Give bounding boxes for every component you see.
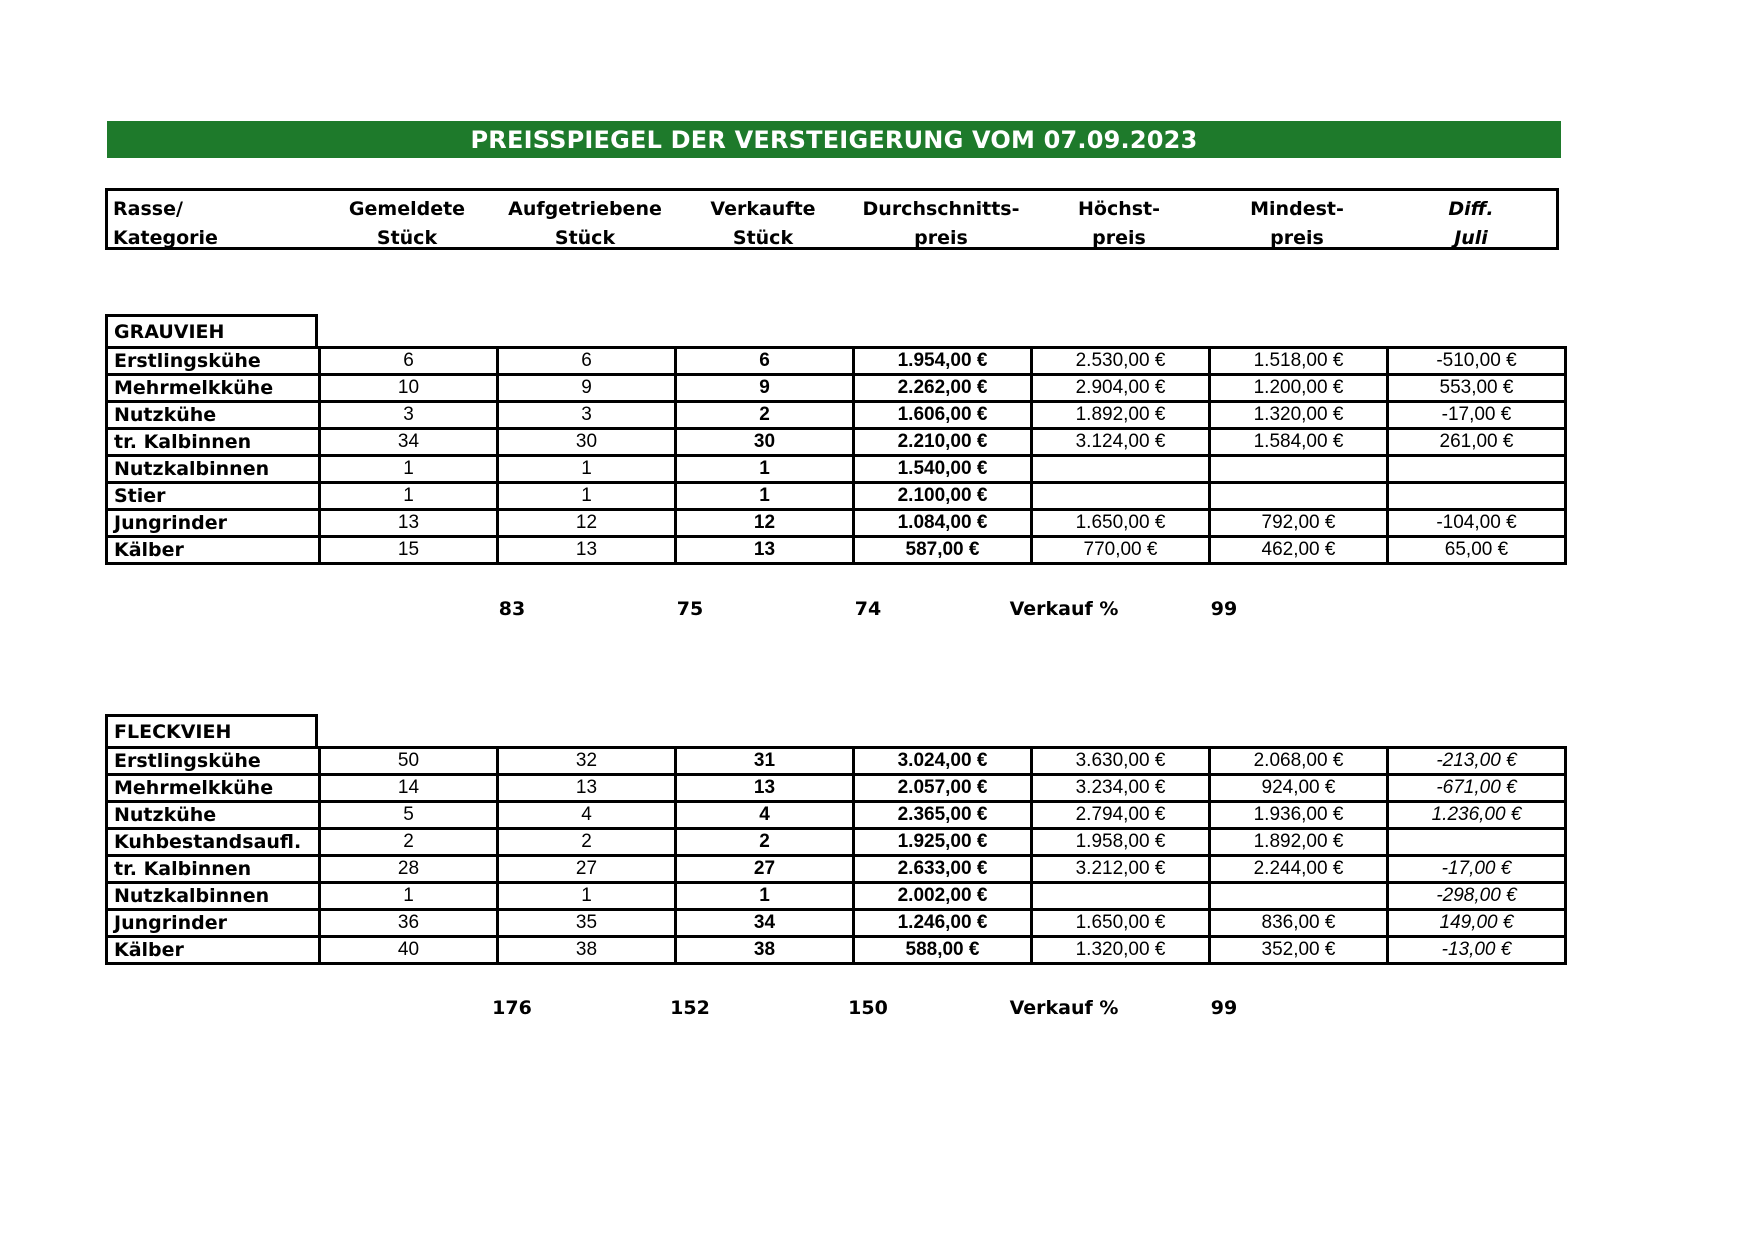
gemeldet-cell: 34 [320,429,498,456]
verkauf-percent-value: 99 [1210,598,1238,620]
aufgetrieben-cell: 13 [498,775,676,802]
diff-juli-cell [1388,456,1566,483]
hoechstpreis-cell: 1.650,00 € [1032,910,1210,937]
hoechstpreis-cell: 3.630,00 € [1032,748,1210,775]
category-cell: Jungrinder [107,910,320,937]
aufgetrieben-cell: 32 [498,748,676,775]
diff-juli-cell: 261,00 € [1388,429,1566,456]
table-row [107,510,1566,537]
aufgetrieben-cell: 2 [498,829,676,856]
header-durchschnittspreis: Durchschnitts- preis [862,198,1020,249]
category-cell: Mehrmelkkühe [107,375,320,402]
table-row [107,748,1566,775]
gemeldet-cell: 10 [320,375,498,402]
verkauft-cell: 31 [676,748,854,775]
mindestpreis-cell: 1.518,00 € [1210,348,1388,375]
hoechstpreis-cell: 1.958,00 € [1032,829,1210,856]
durchschnittspreis-cell: 1.246,00 € [854,910,1032,937]
category-cell: Stier [107,483,320,510]
header-verkaufte-stueck: Verkaufte Stück [710,198,816,249]
diff-juli-cell: -17,00 € [1388,402,1566,429]
aufgetrieben-cell: 6 [498,348,676,375]
mindestpreis-cell: 836,00 € [1210,910,1388,937]
verkauft-cell: 2 [676,829,854,856]
category-cell: Nutzkalbinnen [107,456,320,483]
category-cell: Kälber [107,537,320,564]
hoechstpreis-cell [1032,883,1210,910]
diff-juli-cell: 553,00 € [1388,375,1566,402]
verkauft-cell: 1 [676,456,854,483]
total-verkauft: 74 [854,598,882,620]
total-aufgetrieben: 75 [676,598,704,620]
mindestpreis-cell [1210,883,1388,910]
page-title: PREISSPIEGEL DER VERSTEIGERUNG VOM 07.09.2023 [107,121,1561,158]
aufgetrieben-cell: 30 [498,429,676,456]
gemeldet-cell: 14 [320,775,498,802]
table-row [107,829,1566,856]
diff-juli-cell: -17,00 € [1388,856,1566,883]
total-gemeldet: 83 [498,598,526,620]
verkauft-cell: 38 [676,937,854,964]
durchschnittspreis-cell: 2.100,00 € [854,483,1032,510]
table-row [107,883,1566,910]
diff-juli-cell: -510,00 € [1388,348,1566,375]
total-verkauft: 150 [848,997,888,1019]
gemeldet-cell: 50 [320,748,498,775]
header-rasse-kategorie: Rasse/ Kategorie [113,198,218,249]
gemeldet-cell: 1 [320,483,498,510]
table-row [107,483,1566,510]
aufgetrieben-cell: 4 [498,802,676,829]
hoechstpreis-cell: 1.650,00 € [1032,510,1210,537]
hoechstpreis-cell: 2.530,00 € [1032,348,1210,375]
header-gemeldete-stueck: Gemeldete Stück [348,198,466,249]
verkauf-percent-label: Verkauf % [1009,598,1119,620]
verkauft-cell: 1 [676,483,854,510]
verkauf-percent-value: 99 [1210,997,1238,1019]
gemeldet-cell: 2 [320,829,498,856]
gemeldet-cell: 3 [320,402,498,429]
table-row [107,375,1566,402]
durchschnittspreis-cell: 2.210,00 € [854,429,1032,456]
gemeldet-cell: 36 [320,910,498,937]
category-cell: Erstlingskühe [107,348,320,375]
diff-juli-cell [1388,829,1566,856]
verkauft-cell: 13 [676,775,854,802]
verkauft-cell: 30 [676,429,854,456]
durchschnittspreis-cell: 1.954,00 € [854,348,1032,375]
fleckvieh-table [105,746,1567,965]
table-row [107,348,1566,375]
durchschnittspreis-cell: 2.057,00 € [854,775,1032,802]
section-label-grauvieh: GRAUVIEH [105,314,318,347]
hoechstpreis-cell [1032,456,1210,483]
category-cell: Nutzkühe [107,402,320,429]
category-cell: Jungrinder [107,510,320,537]
diff-juli-cell: -298,00 € [1388,883,1566,910]
table-row [107,429,1566,456]
durchschnittspreis-cell: 587,00 € [854,537,1032,564]
aufgetrieben-cell: 1 [498,483,676,510]
verkauft-cell: 34 [676,910,854,937]
table-row [107,456,1566,483]
grauvieh-totals [105,598,1559,628]
durchschnittspreis-cell: 3.024,00 € [854,748,1032,775]
durchschnittspreis-cell: 1.925,00 € [854,829,1032,856]
fleckvieh-totals [105,997,1559,1027]
verkauft-cell: 6 [676,348,854,375]
mindestpreis-cell: 2.068,00 € [1210,748,1388,775]
grauvieh-table [105,346,1567,565]
aufgetrieben-cell: 27 [498,856,676,883]
durchschnittspreis-cell: 588,00 € [854,937,1032,964]
aufgetrieben-cell: 1 [498,456,676,483]
diff-juli-cell: -213,00 € [1388,748,1566,775]
total-gemeldet: 176 [492,997,532,1019]
table-row [107,775,1566,802]
hoechstpreis-cell: 3.234,00 € [1032,775,1210,802]
durchschnittspreis-cell: 1.606,00 € [854,402,1032,429]
category-cell: Kuhbestandsaufl. [107,829,320,856]
header-diff-juli: Diff. Juli [1448,198,1494,249]
diff-juli-cell: 1.236,00 € [1388,802,1566,829]
verkauft-cell: 12 [676,510,854,537]
category-cell: tr. Kalbinnen [107,429,320,456]
verkauft-cell: 2 [676,402,854,429]
gemeldet-cell: 40 [320,937,498,964]
gemeldet-cell: 5 [320,802,498,829]
table-row [107,802,1566,829]
table-row [107,910,1566,937]
mindestpreis-cell: 1.892,00 € [1210,829,1388,856]
mindestpreis-cell: 2.244,00 € [1210,856,1388,883]
hoechstpreis-cell: 3.212,00 € [1032,856,1210,883]
mindestpreis-cell: 1.936,00 € [1210,802,1388,829]
header-hoechstpreis: Höchst- preis [1077,198,1161,249]
gemeldet-cell: 28 [320,856,498,883]
gemeldet-cell: 6 [320,348,498,375]
gemeldet-cell: 1 [320,456,498,483]
mindestpreis-cell: 462,00 € [1210,537,1388,564]
mindestpreis-cell [1210,456,1388,483]
aufgetrieben-cell: 38 [498,937,676,964]
category-cell: Mehrmelkkühe [107,775,320,802]
header-mindestpreis: Mindest- preis [1250,198,1344,249]
hoechstpreis-cell [1032,483,1210,510]
mindestpreis-cell: 792,00 € [1210,510,1388,537]
durchschnittspreis-cell: 1.084,00 € [854,510,1032,537]
table-row [107,537,1566,564]
durchschnittspreis-cell: 2.002,00 € [854,883,1032,910]
durchschnittspreis-cell: 2.365,00 € [854,802,1032,829]
category-cell: Nutzkühe [107,802,320,829]
verkauft-cell: 13 [676,537,854,564]
table-row [107,402,1566,429]
diff-juli-cell: 65,00 € [1388,537,1566,564]
aufgetrieben-cell: 12 [498,510,676,537]
total-aufgetrieben: 152 [670,997,710,1019]
aufgetrieben-cell: 1 [498,883,676,910]
hoechstpreis-cell: 2.794,00 € [1032,802,1210,829]
header-aufgetriebene-stueck: Aufgetriebene Stück [508,198,662,249]
hoechstpreis-cell: 770,00 € [1032,537,1210,564]
mindestpreis-cell: 352,00 € [1210,937,1388,964]
verkauft-cell: 9 [676,375,854,402]
column-header-table [105,188,1559,250]
hoechstpreis-cell: 2.904,00 € [1032,375,1210,402]
aufgetrieben-cell: 13 [498,537,676,564]
category-cell: Nutzkalbinnen [107,883,320,910]
diff-juli-cell: -13,00 € [1388,937,1566,964]
mindestpreis-cell: 924,00 € [1210,775,1388,802]
verkauf-percent-label: Verkauf % [1009,997,1119,1019]
verkauft-cell: 1 [676,883,854,910]
verkauft-cell: 27 [676,856,854,883]
category-cell: Kälber [107,937,320,964]
table-row [107,856,1566,883]
durchschnittspreis-cell: 2.262,00 € [854,375,1032,402]
hoechstpreis-cell: 1.892,00 € [1032,402,1210,429]
diff-juli-cell [1388,483,1566,510]
diff-juli-cell: -671,00 € [1388,775,1566,802]
mindestpreis-cell: 1.584,00 € [1210,429,1388,456]
hoechstpreis-cell: 3.124,00 € [1032,429,1210,456]
mindestpreis-cell: 1.320,00 € [1210,402,1388,429]
aufgetrieben-cell: 3 [498,402,676,429]
table-row [107,937,1566,964]
gemeldet-cell: 13 [320,510,498,537]
mindestpreis-cell: 1.200,00 € [1210,375,1388,402]
verkauft-cell: 4 [676,802,854,829]
aufgetrieben-cell: 35 [498,910,676,937]
aufgetrieben-cell: 9 [498,375,676,402]
diff-juli-cell: -104,00 € [1388,510,1566,537]
gemeldet-cell: 15 [320,537,498,564]
category-cell: tr. Kalbinnen [107,856,320,883]
mindestpreis-cell [1210,483,1388,510]
hoechstpreis-cell: 1.320,00 € [1032,937,1210,964]
gemeldet-cell: 1 [320,883,498,910]
section-label-fleckvieh: FLECKVIEH [105,714,318,747]
category-cell: Erstlingskühe [107,748,320,775]
durchschnittspreis-cell: 2.633,00 € [854,856,1032,883]
diff-juli-cell: 149,00 € [1388,910,1566,937]
durchschnittspreis-cell: 1.540,00 € [854,456,1032,483]
